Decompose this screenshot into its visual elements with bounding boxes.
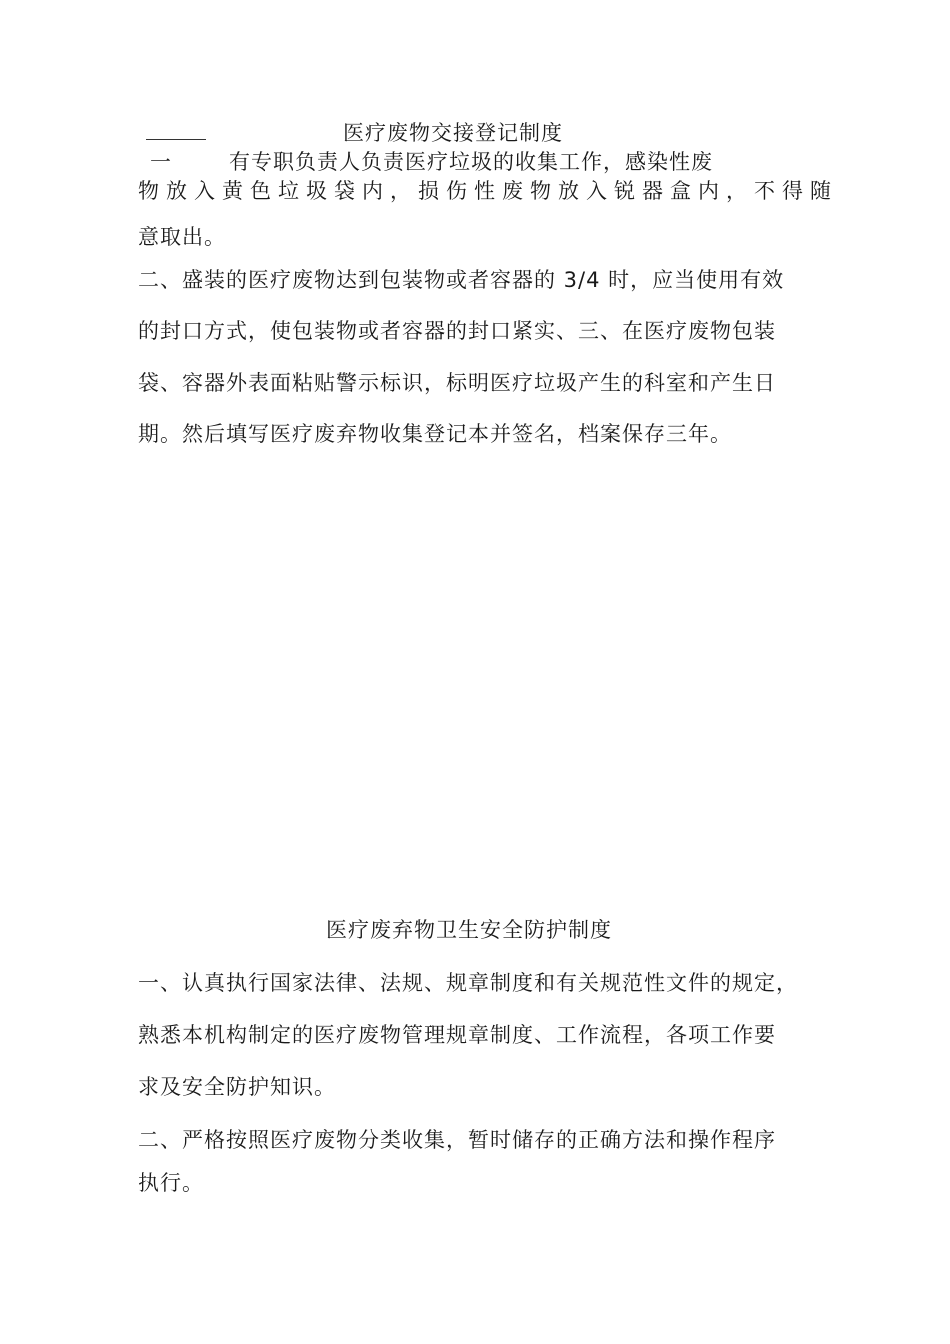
blank-underline: [146, 139, 206, 140]
section2-item1-line3: 求及安全防护知识。: [138, 1075, 336, 1099]
section1-item2-line3: 袋、容器外表面粘贴警示标识，标明医疗垃圾产生的科室和产生日: [138, 371, 776, 395]
section2-title: 医疗废弃物卫生安全防护制度: [326, 918, 612, 942]
section1-item1-number: 一: [150, 150, 172, 174]
section1-item2-line4: 期。然后填写医疗废弃物收集登记本并签名，档案保存三年。: [138, 422, 732, 446]
section1-item2-line1: 二、盛装的医疗废物达到包装物或者容器的 3/4 时，应当使用有效: [138, 268, 785, 292]
section2-item2-line2: 执行。: [138, 1171, 204, 1195]
section1-item1-line3: 意取出。: [138, 225, 226, 249]
section1-item2-line2: 的封口方式，使包装物或者容器的封口紧实、三、在医疗废物包装: [138, 319, 776, 343]
section1-title: 医疗废物交接登记制度: [343, 121, 563, 145]
section1-item1-line2: 物放入黄色垃圾袋内，损伤性废物放入锐器盒内，不得随: [138, 179, 838, 203]
section2-item1-line1: 一、认真执行国家法律、法规、规章制度和有关规范性文件的规定，: [138, 971, 798, 995]
section2-item2-line1: 二、严格按照医疗废物分类收集，暂时储存的正确方法和操作程序: [138, 1128, 776, 1152]
section1-item1-line1: 有专职负责人负责医疗垃圾的收集工作，感染性废: [229, 150, 713, 174]
section2-item1-line2: 熟悉本机构制定的医疗废物管理规章制度、工作流程，各项工作要: [138, 1023, 776, 1047]
